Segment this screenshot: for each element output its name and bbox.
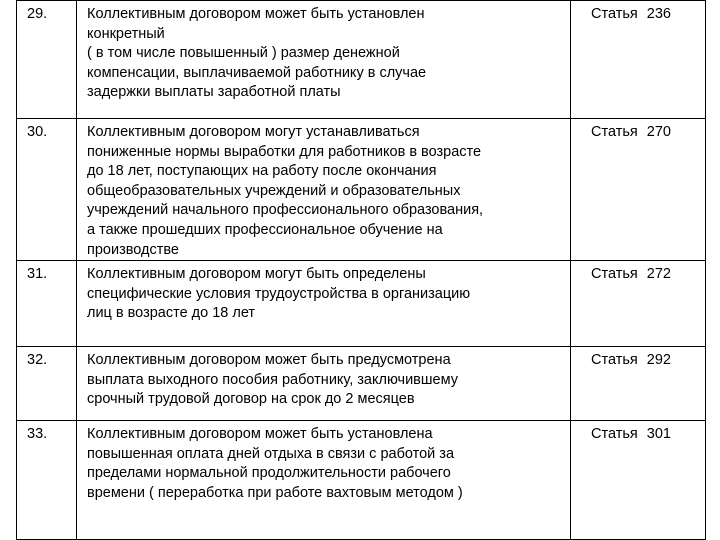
row-text <box>77 261 571 347</box>
article-label: Статья <box>591 266 638 283</box>
article-number: 236 <box>646 6 671 22</box>
table-row <box>17 119 706 261</box>
text-line: общеобразовательных учреждений и образовательных <box>87 182 461 199</box>
article-number: 292 <box>646 352 671 369</box>
table-row <box>17 261 706 347</box>
row-article <box>571 1 706 119</box>
row-text <box>77 347 571 421</box>
text-line: срочный трудовой договор на срок до 2 месяцев <box>87 391 415 408</box>
article-label: Статья <box>591 352 638 369</box>
row-article <box>571 347 706 421</box>
text-line: Коллективным договором может быть предусмотрена <box>87 352 451 369</box>
row-number: 30. <box>17 119 77 261</box>
text-line: до 18 лет, поступающих на работу после окончания <box>87 163 437 180</box>
article-label: Статья <box>591 124 638 140</box>
text-line: пониженные нормы выработки для работников в возрасте <box>87 143 482 160</box>
text-line: а также прошедших профессиональное обучение на <box>87 221 443 238</box>
text-line: ( в том числе повышенный ) размер денежной <box>87 45 400 62</box>
row-number: 33. <box>17 421 77 540</box>
articles-table <box>16 0 706 540</box>
row-text <box>77 421 571 540</box>
article-number: 301 <box>646 426 671 443</box>
row-text <box>77 1 571 119</box>
text-line: производстве <box>87 241 179 258</box>
article-label: Статья <box>591 426 638 443</box>
text-line: Коллективным договором может быть установлен <box>87 6 425 22</box>
table-row <box>17 421 706 540</box>
text-line: лиц в возрасте до 18 лет <box>87 305 256 322</box>
table-row <box>17 1 706 119</box>
row-article <box>571 421 706 540</box>
row-number: 32. <box>17 347 77 421</box>
row-article <box>571 119 706 261</box>
row-article <box>571 261 706 347</box>
row-text <box>77 119 571 261</box>
article-number: 270 <box>646 124 671 140</box>
text-line: Коллективным договором могут устанавливаться <box>87 124 420 140</box>
text-line: Коллективным договором может быть установлена <box>87 426 433 443</box>
text-line: повышенная оплата дней отдыха в связи с работой за <box>87 445 455 462</box>
text-line: компенсации, выплачиваемой работнику в случае <box>87 64 427 81</box>
article-label: Статья <box>591 6 638 22</box>
text-line: времени ( переработка при работе вахтовым методом ) <box>87 484 463 501</box>
text-line: пределами нормальной продолжительности рабочего <box>87 465 451 482</box>
text-line: специфические условия трудоустройства в организацию <box>87 285 471 302</box>
row-number: 29. <box>17 1 77 119</box>
text-line: задержки выплаты заработной платы <box>87 84 341 101</box>
table-row <box>17 347 706 421</box>
row-number: 31. <box>17 261 77 347</box>
text-line: учреждений начального профессионального образования, <box>87 202 484 219</box>
text-line: Коллективным договором могут быть определены <box>87 266 426 283</box>
text-line: конкретный <box>87 25 165 42</box>
text-line: выплата выходного пособия работнику, заключившему <box>87 371 458 388</box>
article-number: 272 <box>646 266 671 283</box>
